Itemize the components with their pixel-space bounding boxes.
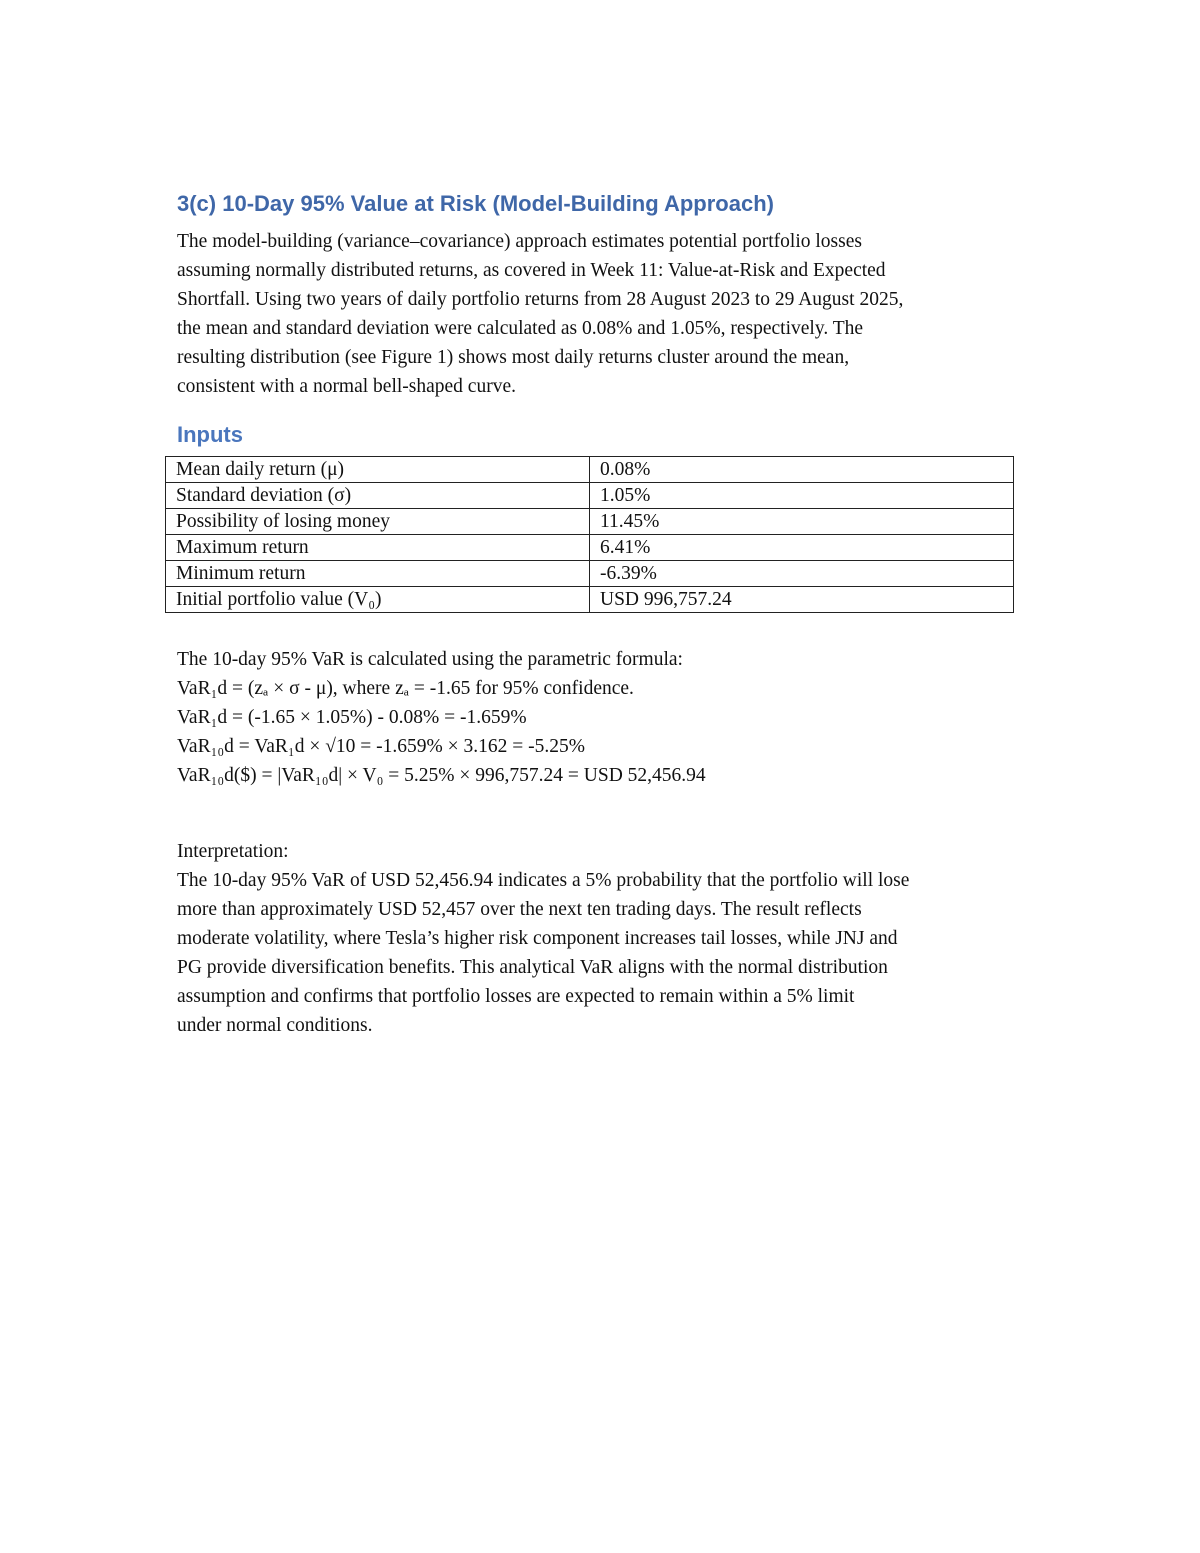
interpretation-line: The 10-day 95% VaR of USD 52,456.94 indicates a 5% probability that the portfolio will lose <box>177 870 910 891</box>
interpretation-line: moderate volatility, where Tesla’s higher risk component increases tail losses, while JNJ and <box>177 928 898 949</box>
input-label: Initial portfolio value (V₀) <box>166 587 590 613</box>
input-label: Standard deviation (σ) <box>166 483 590 509</box>
input-label: Mean daily return (μ) <box>166 457 590 483</box>
intro-paragraph <box>177 227 1037 401</box>
input-value: USD 996,757.24 <box>590 587 1014 613</box>
interpretation-line: assumption and confirms that portfolio losses are expected to remain within a 5% limit <box>177 986 855 1007</box>
interpretation-line: PG provide diversification benefits. This analytical VaR aligns with the normal distribution <box>177 957 888 978</box>
formula-line: VaR₁₀d = VaR₁d × √10 = -1.659% × 3.162 = -5.25% <box>177 736 585 757</box>
input-value: 11.45% <box>590 509 1014 535</box>
interpretation-line: under normal conditions. <box>177 1015 373 1036</box>
formula-line: VaR₁d = (-1.65 × 1.05%) - 0.08% = -1.659% <box>177 707 527 728</box>
intro-line: consistent with a normal bell-shaped curve. <box>177 376 516 397</box>
input-value: 1.05% <box>590 483 1014 509</box>
intro-line: The model-building (variance–covariance) approach estimates potential portfolio losses <box>177 231 862 252</box>
table-row <box>166 483 1014 509</box>
input-label: Maximum return <box>166 535 590 561</box>
input-label: Possibility of losing money <box>166 509 590 535</box>
input-label: Minimum return <box>166 561 590 587</box>
intro-line: the mean and standard deviation were calculated as 0.08% and 1.05%, respectively. The <box>177 318 864 339</box>
formula-block <box>177 645 1037 790</box>
intro-line: resulting distribution (see Figure 1) shows most daily returns cluster around the mean, <box>177 347 850 368</box>
formula-line: The 10-day 95% VaR is calculated using the parametric formula: <box>177 649 683 670</box>
interpretation-label: Interpretation: <box>177 841 289 862</box>
input-value: -6.39% <box>590 561 1014 587</box>
intro-line: assuming normally distributed returns, as covered in Week 11: Value-at-Risk and Expected <box>177 260 886 281</box>
interpretation-paragraph <box>177 837 1037 1040</box>
table-row <box>166 509 1014 535</box>
formula-line: VaR₁₀d($) = |VaR₁₀d| × V₀ = 5.25% × 996,757.24 = USD 52,456.94 <box>177 765 706 786</box>
intro-line: Shortfall. Using two years of daily portfolio returns from 28 August 2023 to 29 August 2025, <box>177 289 904 310</box>
inputs-subheading: Inputs <box>177 422 243 447</box>
table-row <box>166 457 1014 483</box>
section-heading: 3(c) 10-Day 95% Value at Risk (Model-Building Approach) <box>177 191 774 216</box>
formula-line: VaR₁d = (zₐ × σ - μ), where zₐ = -1.65 for 95% confidence. <box>177 678 634 699</box>
interpretation-line: more than approximately USD 52,457 over the next ten trading days. The result reflects <box>177 899 862 920</box>
input-value: 0.08% <box>590 457 1014 483</box>
inputs-table <box>165 456 1014 613</box>
table-row <box>166 561 1014 587</box>
input-value: 6.41% <box>590 535 1014 561</box>
table-row <box>166 535 1014 561</box>
table-row <box>166 587 1014 613</box>
